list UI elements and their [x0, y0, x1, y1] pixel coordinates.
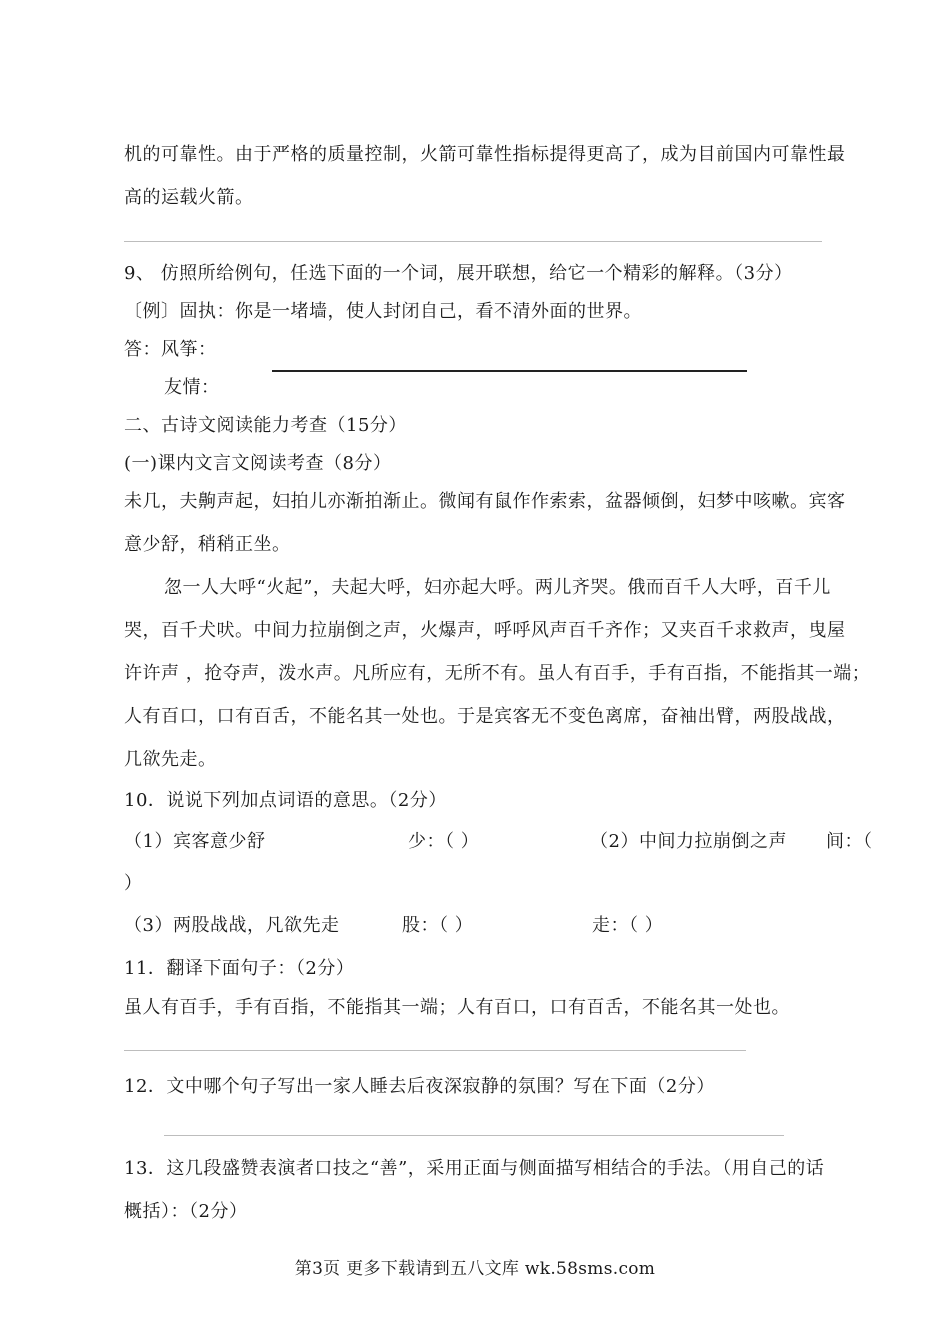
q10-item3-word: 股：（ ）	[402, 915, 474, 936]
section2-title: 二、古诗文阅读能力考查（15分）	[124, 415, 407, 436]
q11-answer-rule[interactable]	[124, 1050, 746, 1051]
answer-rule	[124, 241, 822, 242]
q9-prompt: 9、 仿照所给例句，任选下面的一个词，展开联想，给它一个精彩的解释。（3分）	[124, 263, 793, 284]
q9-example: 〔例〕固执：你是一堵墙，使人封闭自己，看不清外面的世界。	[124, 301, 642, 322]
q12-prompt: 12．文中哪个句子写出一家人睡去后夜深寂静的氛围？写在下面（2分）	[124, 1076, 715, 1097]
q9-answer-line[interactable]	[272, 370, 747, 372]
q10-item2: （2）中间力拉崩倒之声	[590, 831, 787, 852]
passage-p2-line2: 哭，百千犬吠。中间力拉崩倒之声，火爆声，呼呼风声百千齐作；又夹百千求救声，曳屋	[124, 620, 846, 641]
passage-p1-line2: 意少舒，稍稍正坐。	[124, 534, 291, 555]
q10-item2-word: 间：（	[826, 831, 873, 852]
q10-item1-word: 少：（ ）	[408, 831, 480, 852]
q9-friendship-label: 友情：	[164, 377, 220, 398]
passage-p1-line1: 未几，夫齁声起，妇拍儿亦渐拍渐止。微闻有鼠作作索索，盆器倾倒，妇梦中咳嗽。宾客	[124, 491, 846, 512]
section2-sub1: (一)课内文言文阅读考查（8分）	[124, 453, 392, 474]
intro-line-2: 高的运载火箭。	[124, 187, 254, 208]
q10-prompt: 10．说说下列加点词语的意思。（2分）	[124, 790, 447, 811]
page-footer: 第3页 更多下载请到五八文库 wk.58sms.com	[294, 1259, 656, 1279]
q10-item3: （3）两股战战，凡欲先走	[124, 915, 340, 936]
passage-p2-line1: 忽一人大呼“火起”，夫起大呼，妇亦起大呼。两儿齐哭。俄而百千人大呼，百千儿	[164, 577, 831, 598]
q13-prompt-line2: 概括）：（2分）	[124, 1201, 248, 1222]
passage-p2-line5: 几欲先走。	[124, 749, 217, 770]
passage-p2-line3: 许许声 ，抢夺声，泼水声。凡所应有，无所不有。虽人有百手，手有百指，不能指其一端；	[124, 663, 871, 684]
q10-item4-word: 走：（ ）	[592, 915, 664, 936]
intro-line-1: 机的可靠性。由于严格的质量控制，火箭可靠性指标提得更高了，成为目前国内可靠性最	[124, 144, 846, 165]
q10-item2-close: ）	[124, 873, 143, 894]
q13-prompt-line1: 13．这几段盛赞表演者口技之“善”，采用正面与侧面描写相结合的手法。（用自己的话	[124, 1158, 825, 1179]
passage-p2-line4: 人有百口，口有百舌，不能名其一处也。于是宾客无不变色离席，奋袖出臂，两股战战，	[124, 706, 846, 727]
q11-sentence: 虽人有百手，手有百指，不能指其一端；人有百口，口有百舌，不能名其一处也。	[124, 997, 790, 1018]
q9-answer-label: 答：风筝：	[124, 339, 217, 360]
q12-answer-rule[interactable]	[164, 1135, 784, 1136]
q11-prompt: 11．翻译下面句子：（2分）	[124, 958, 355, 979]
q10-item1: （1）宾客意少舒	[124, 831, 266, 852]
